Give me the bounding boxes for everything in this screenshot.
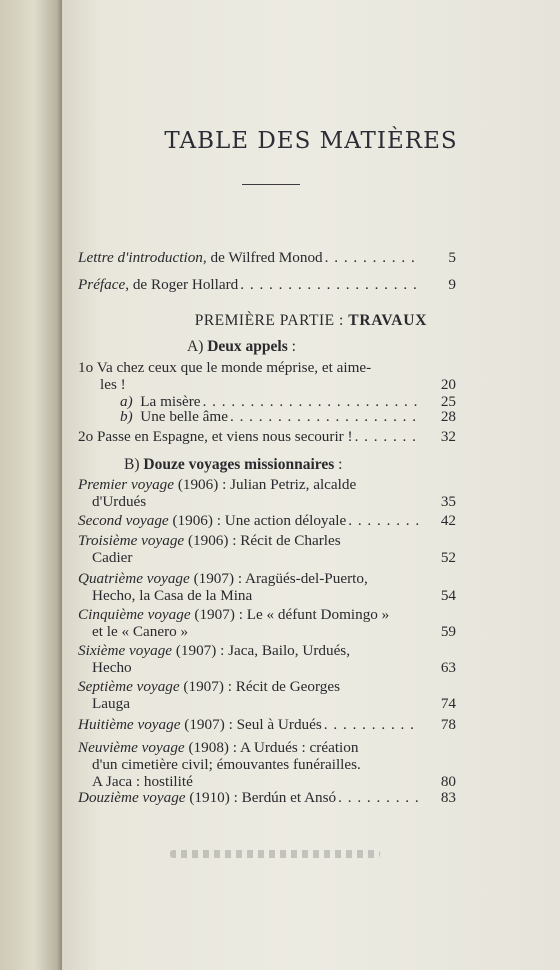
- entry-number: 1o: [78, 359, 94, 376]
- entry-lead: Préface: [78, 276, 126, 293]
- toc-entry-voyage-3[interactable]: [78, 532, 456, 566]
- page-number: 74: [440, 695, 456, 712]
- entry-lead: Second voyage: [78, 512, 169, 529]
- title-divider: [242, 184, 300, 185]
- entry-rest: (1907) : Récit de Georges: [179, 678, 341, 695]
- entry-rest: (1907) : Le « défunt Domingo »: [190, 606, 390, 623]
- leader-dots: [353, 428, 420, 445]
- section-a-suffix: :: [287, 338, 296, 355]
- toc-entry-voyage-12[interactable]: [78, 789, 456, 806]
- toc-entry-voyage-8[interactable]: [78, 716, 456, 733]
- toc-entry-voyage-2[interactable]: [78, 512, 456, 529]
- entry-text: Va chez ceux que le monde méprise, et aime-: [96, 359, 372, 376]
- section-b-label: Douze voyages missionnaires: [143, 456, 335, 473]
- entry-text-cont: A Jaca : hostilité: [92, 773, 193, 790]
- toc-entry-voyage-9[interactable]: [78, 739, 456, 790]
- entry-text-cont: Lauga: [92, 695, 130, 712]
- page-number: 35: [440, 493, 456, 510]
- entry-lead: Sixième voyage: [78, 642, 173, 659]
- page-number: 42: [440, 512, 456, 529]
- page-number: 83: [440, 789, 456, 806]
- section-b-prefix: B): [124, 456, 140, 473]
- toc-entry-voyage-6[interactable]: [78, 642, 456, 676]
- page-number: 9: [448, 276, 456, 293]
- page-title: TABLE DES MATIÈRES: [164, 128, 458, 154]
- entry-rest: (1907) : Aragüés-del-Puerto,: [189, 570, 368, 587]
- entry-lead: Cinquième voyage: [78, 606, 191, 623]
- section-a-prefix: A): [187, 338, 204, 355]
- leader-dots: [228, 408, 420, 425]
- page-number: 63: [440, 659, 456, 676]
- book-page: [62, 0, 560, 970]
- entry-rest: (1906) : Récit de Charles: [184, 532, 341, 549]
- entry-number: 2o: [78, 428, 94, 445]
- leader-dots: [238, 276, 420, 293]
- section-b-suffix: :: [334, 456, 343, 473]
- entry-lead: Douzième voyage: [78, 789, 186, 806]
- section-b-heading: [124, 456, 342, 473]
- page-number: 80: [440, 773, 456, 790]
- toc-entry-voyage-5[interactable]: [78, 606, 456, 640]
- page-number: 78: [440, 716, 456, 733]
- leader-dots: [336, 789, 420, 806]
- entry-rest: (1906) : Une action déloyale: [168, 512, 347, 529]
- entry-text-cont: les !: [100, 376, 126, 393]
- entry-text-cont: Cadier: [92, 549, 133, 566]
- entry-lead: Huitième voyage: [78, 716, 181, 733]
- toc-entry-appel-1b[interactable]: [120, 408, 456, 425]
- entry-rest: (1906) : Julian Petriz, alcalde: [174, 476, 357, 493]
- section-a-label: Deux appels: [207, 338, 288, 355]
- entry-text-cont: Hecho, la Casa de la Mina: [92, 587, 253, 604]
- leader-dots: [346, 512, 420, 529]
- part-label: PREMIÈRE PARTIE :: [194, 312, 344, 329]
- faded-printed-line: [170, 850, 380, 858]
- entry-text-cont: d'Urdués: [92, 493, 147, 510]
- entry-text: Passe en Espagne, et viens nous secourir !: [96, 428, 353, 445]
- entry-lead: Premier voyage: [78, 476, 175, 493]
- entry-lead: Quatrième voyage: [78, 570, 190, 587]
- toc-entry-preface[interactable]: [78, 276, 456, 293]
- entry-lead: Neuvième voyage: [78, 739, 185, 756]
- entry-rest: (1907) : Seul à Urdués: [180, 716, 322, 733]
- part-bold-label: TRAVAUX: [348, 312, 428, 329]
- leader-dots: [323, 249, 420, 266]
- entry-text-cont: et le « Canero »: [92, 623, 189, 640]
- entry-rest: (1908) : A Urdués : création: [184, 739, 359, 756]
- entry-rest: , de Wilfred Monod: [202, 249, 323, 266]
- entry-lead: Troisième voyage: [78, 532, 185, 549]
- entry-lead: Lettre d'introduction: [78, 249, 203, 266]
- toc-entry-voyage-4[interactable]: [78, 570, 456, 604]
- page-number: 28: [440, 408, 456, 425]
- toc-entry-voyage-1[interactable]: [78, 476, 456, 510]
- page-number: 25: [440, 393, 456, 410]
- part-heading: [62, 312, 560, 329]
- book-spine-shadow: [0, 0, 62, 970]
- toc-entry-voyage-7[interactable]: [78, 678, 456, 712]
- page-number: 32: [440, 428, 456, 445]
- entry-rest: (1910) : Berdún et Ansó: [185, 789, 337, 806]
- entry-text: La misère: [140, 393, 201, 410]
- section-a-heading: [187, 338, 296, 355]
- page-number: 5: [448, 249, 456, 266]
- page-number: 59: [440, 623, 456, 640]
- sub-label: a): [120, 393, 133, 410]
- entry-text: Une belle âme: [140, 408, 228, 425]
- toc-entry-introduction[interactable]: [78, 249, 456, 266]
- sub-label: b): [120, 408, 133, 425]
- page-number: 54: [440, 587, 456, 604]
- page-number: 20: [440, 376, 456, 393]
- entry-rest: , de Roger Hollard: [125, 276, 239, 293]
- entry-rest: (1907) : Jaca, Bailo, Urdués,: [172, 642, 351, 659]
- entry-text-cont: d'un cimetière civil; émouvantes funérailles.: [92, 756, 361, 773]
- page-number: 52: [440, 549, 456, 566]
- entry-lead: Septième voyage: [78, 678, 180, 695]
- toc-entry-appel-2[interactable]: [78, 428, 456, 445]
- leader-dots: [322, 716, 420, 733]
- toc-entry-appel-1[interactable]: [78, 359, 456, 393]
- entry-text-cont: Hecho: [92, 659, 132, 676]
